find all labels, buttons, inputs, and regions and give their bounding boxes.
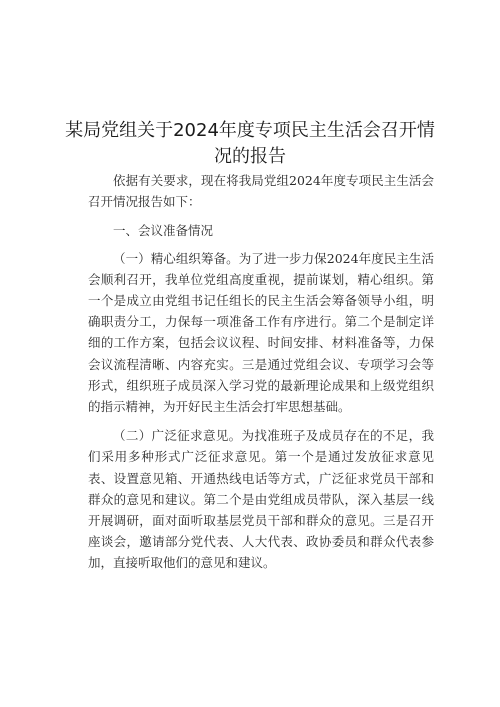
title-line-2: 况的报告 bbox=[214, 146, 286, 167]
paragraph-organize-preparation: （一）精心组织筹备。为了进一步力保2024年度民主生活会顺利召开，我单位党组高度重视，提前谋划，精心组织。第一个是成立由党组书记任组长的民主生活会筹备领导小组，明确职责分工，力保每一项准备工作有序进行。第二个是制定详细的工作方案，包括会议议程、时间安排、材料准备等，力保会议流程清晰、内容充实。三是通过党组会议、专项学习会等形式，组织班子成员深入学习党的最新理论成果和上级党组织的指示精神，为开好民主生活会打牢思想基础。 bbox=[88, 250, 434, 415]
document-body bbox=[88, 170, 434, 582]
paragraph-solicit-opinions: （二）广泛征求意见。为找准班子及成员存在的不足，我们采用多种形式广泛征求意见。第一个是通过发放征求意见表、设置意见箱、开通热线电话等方式，广泛征求党员干部和群众的意见和建议。第二个是由党组成员带队，深入基层一线开展调研，面对面听取基层党员干部和群众的意见。三是召开座谈会，邀请部分党代表、人大代表、政协委员和群众代表参加，直接听取他们的意见和建议。 bbox=[88, 428, 434, 571]
intro-paragraph: 依据有关要求，现在将我局党组2024年度专项民主生活会召开情况报告如下： bbox=[88, 173, 434, 210]
title-line-1: 某局党组关于2024年度专项民主生活会召开情 bbox=[65, 120, 435, 141]
section-heading-1: 一、会议准备情况 bbox=[113, 223, 214, 239]
document-title bbox=[60, 118, 440, 170]
